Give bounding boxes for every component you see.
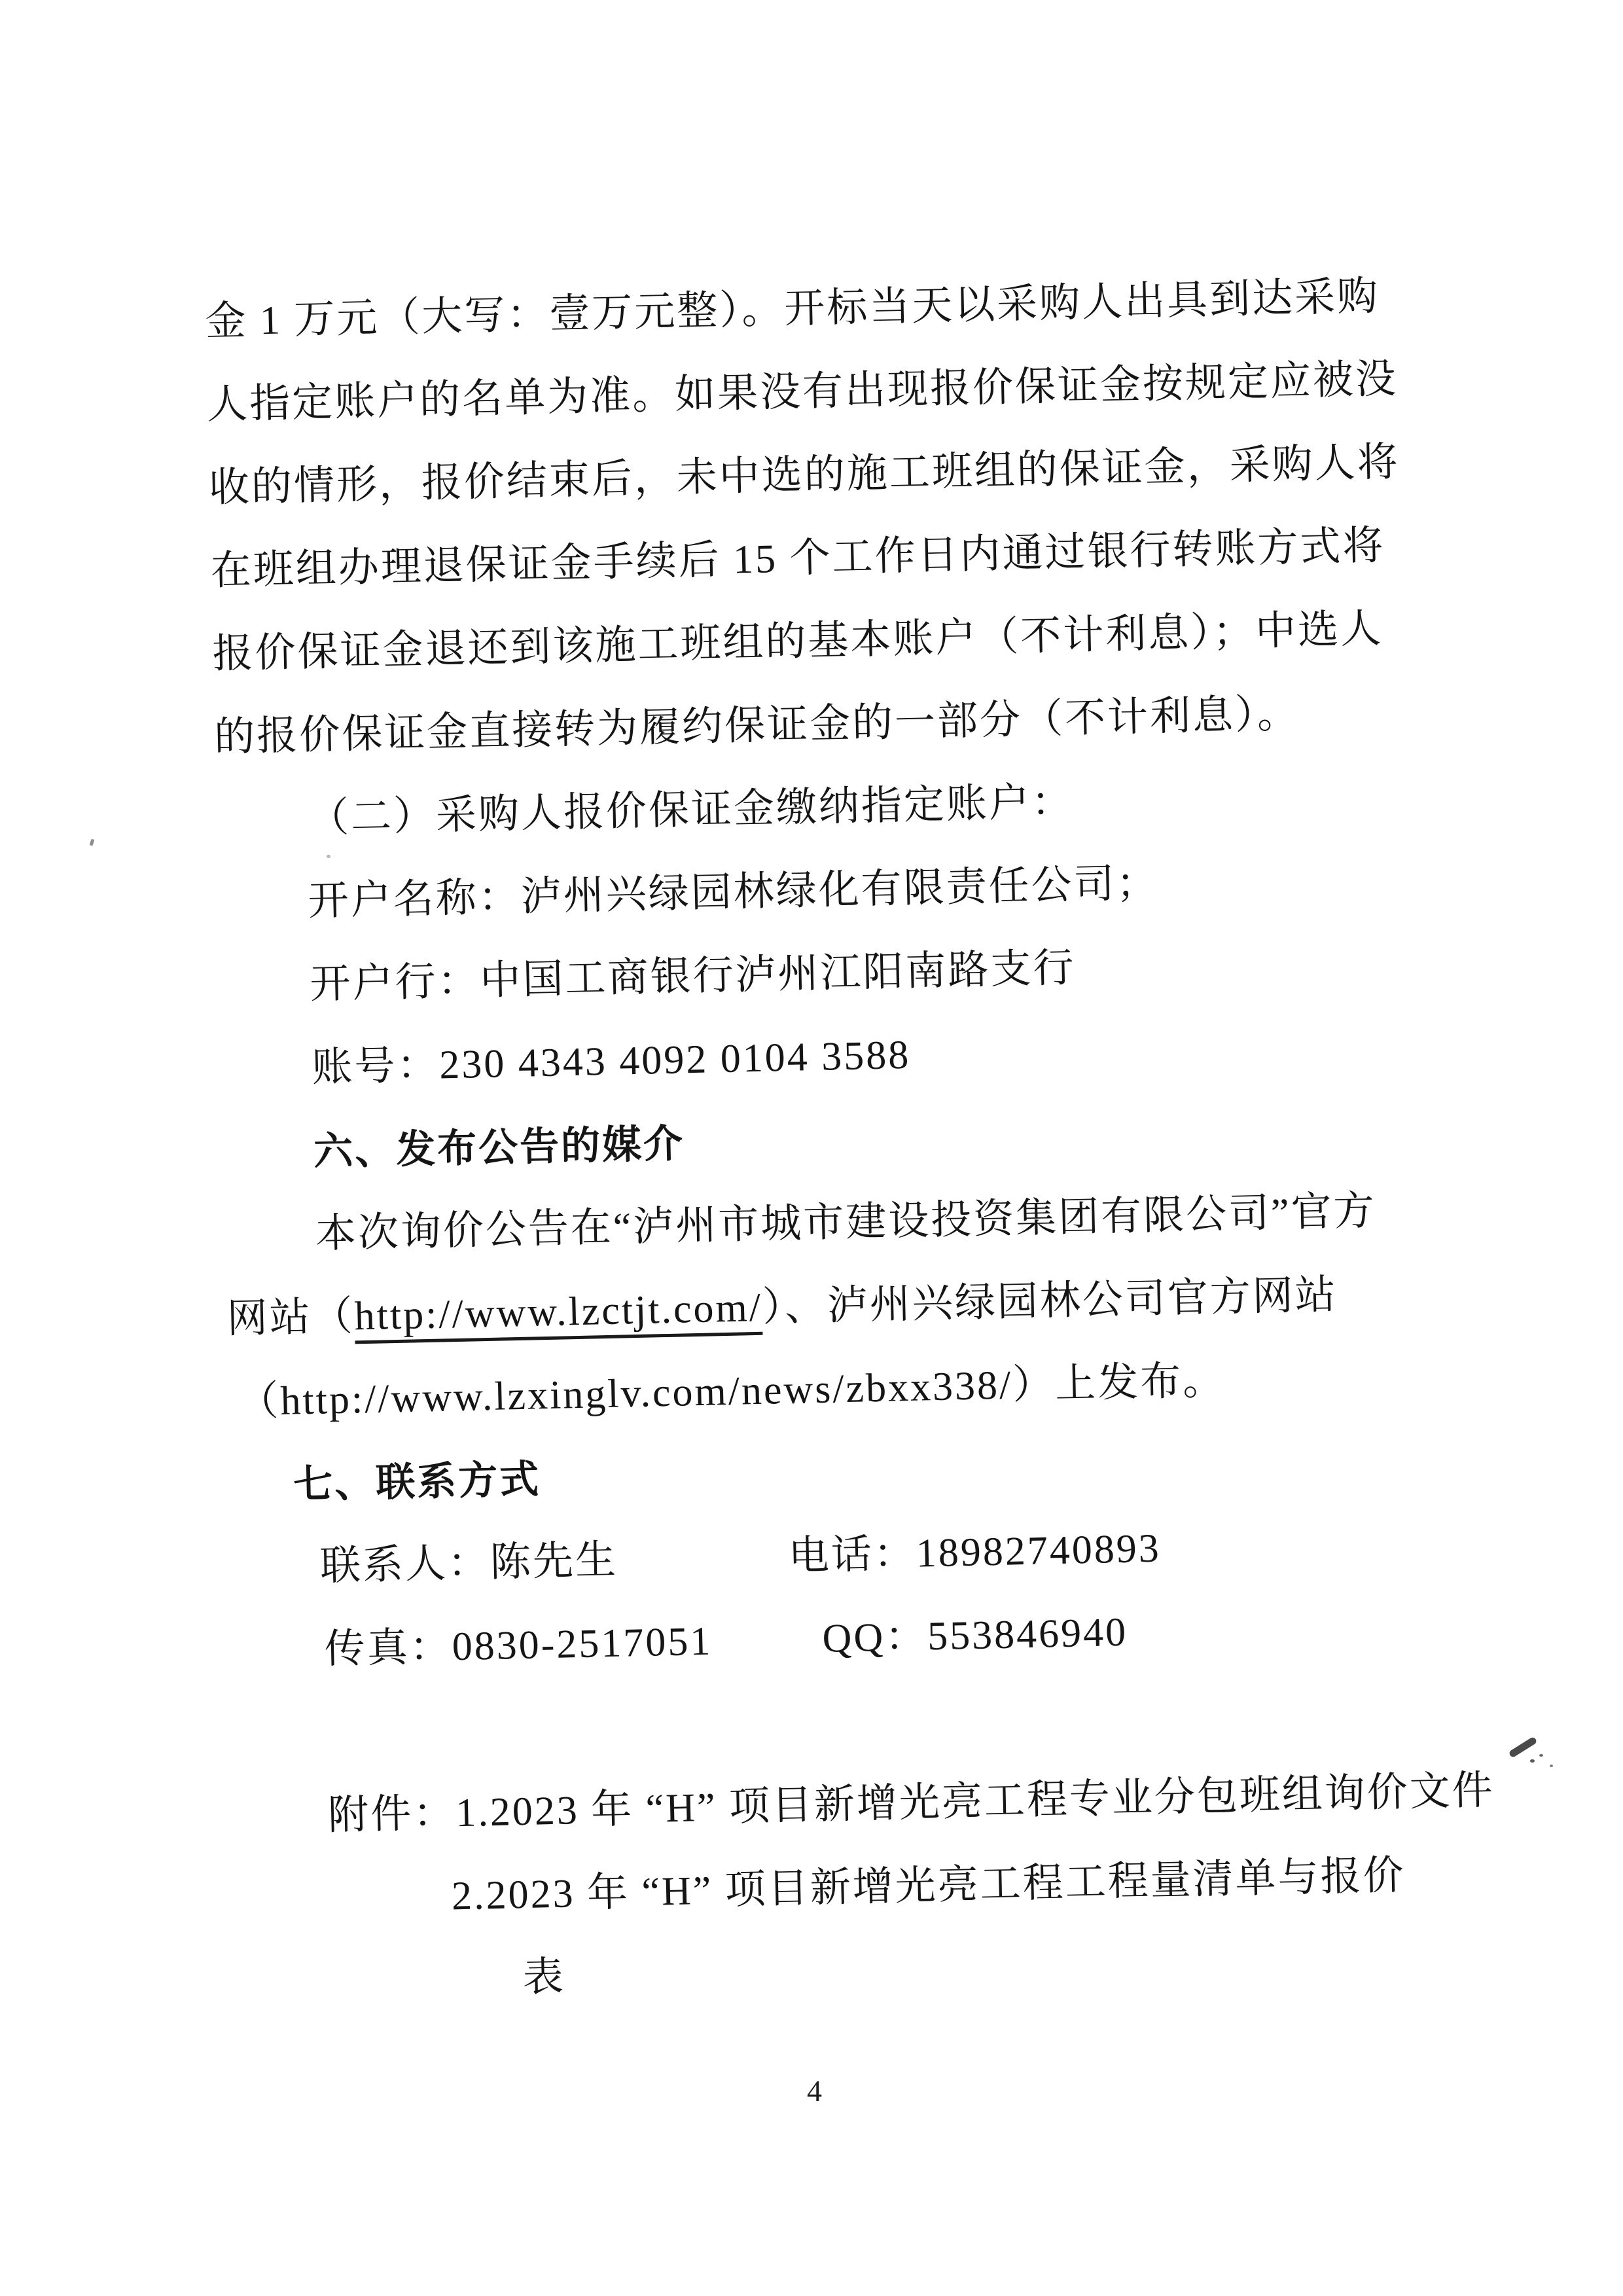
url-prefix-text: 网站（ xyxy=(226,1294,355,1342)
ink-dot xyxy=(1539,1754,1543,1757)
paragraph-line: 人指定账户的名单为准。如果没有出现报价保证金按规定应被没 xyxy=(206,357,1399,427)
contact-qq: QQ：553846940 xyxy=(821,1609,1128,1661)
page-number: 4 xyxy=(807,2074,822,2108)
account-section-intro: （二）采购人报价保证金缴纳指定账户： xyxy=(308,780,1075,841)
scan-speck xyxy=(327,855,330,858)
ink-smudge-mark xyxy=(1508,1736,1538,1759)
ink-dot xyxy=(1530,1759,1535,1763)
paragraph-line: 报价保证金退还到该施工班组的基本账户（不计利息）；中选人 xyxy=(211,606,1383,677)
ink-dot xyxy=(1550,1765,1553,1767)
contact-person: 联系人：陈先生 xyxy=(319,1537,618,1589)
contact-fax: 传真：0830-2517051 xyxy=(324,1619,713,1672)
account-name-line: 开户名称：泸州兴绿园林绿化有限责任公司； xyxy=(308,861,1160,924)
paragraph-line: 收的情形，报价结束后，未中选的施工班组的保证金，采购人将 xyxy=(208,440,1400,511)
bank-line: 开户行：中国工商银行泸州江阳南路支行 xyxy=(309,946,1077,1007)
lzctjt-url-link: http://www.lzctjt.com/ xyxy=(354,1285,763,1344)
announcement-line-1: 本次询价公告在“泸州市城市建设投资集团有限公司”官方 xyxy=(315,1189,1377,1257)
attachment-line-3: 表 xyxy=(522,1954,566,2001)
section-seven-heading: 七、联系方式 xyxy=(293,1457,541,1507)
paragraph-line: 在班组办理退保证金手续后 15 个工作日内通过银行转账方式将 xyxy=(210,523,1386,594)
account-number-line: 账号：230 4343 4092 0104 3588 xyxy=(311,1032,911,1090)
paragraph-line: 的报价保证金直接转为履约保证金的一部分（不计利息）。 xyxy=(213,691,1300,760)
url-suffix-text: ）、泸州兴绿园林公司官方网站 xyxy=(762,1272,1338,1330)
section-six-heading: 六、发布公告的媒介 xyxy=(313,1121,685,1174)
scan-speck xyxy=(90,838,95,846)
document-body xyxy=(204,254,1495,2026)
attachment-line-1: 附件：1.2023 年 “H” 项目新增光亮工程专业分包班组询价文件 xyxy=(327,1768,1495,1839)
paragraph-line: 金 1 万元（大写：壹万元整）。开标当天以采购人出具到达采购 xyxy=(204,274,1380,345)
contact-phone: 电话：18982740893 xyxy=(788,1526,1162,1579)
attachment-line-2: 2.2023 年 “H” 项目新增光亮工程工程量清单与报价 xyxy=(451,1853,1406,1919)
announcement-line-3: （http://www.lzxinglv.com/news/zbxx338/）上发布。 xyxy=(237,1358,1226,1425)
